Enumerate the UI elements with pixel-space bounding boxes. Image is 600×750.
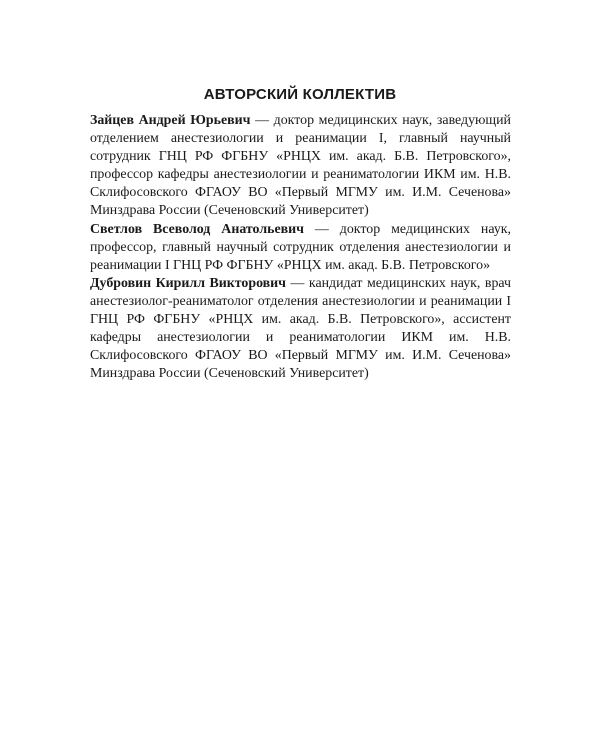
author-description: — кандидат медицинских наук, врач анестезиолог-реаниматолог отделения анестезиологии и реанимации I ГНЦ РФ ФГБНУ «РНЦХ им. акад. Б.В. Петровского», ассистент кафедры анестезиологии и реаниматологии ИКМ им. Н.В. Склифосовского ФГАОУ ВО «Первый МГМУ им. И.М. Сеченова» Минздрава России (Сеченовский Университет) [90,275,511,382]
author-entry [90,275,511,384]
author-name: Дубровин Кирилл Викторович [90,275,287,291]
author-list [90,112,511,383]
author-description: — доктор медицинских наук, профессор, главный научный сотрудник отделения анестезиологии и реанимации I ГНЦ РФ ФГБНУ «РНЦХ им. акад. Б.В. Петровского» [90,221,511,273]
author-entry [90,221,511,275]
author-entry [90,112,511,221]
page-title: АВТОРСКИЙ КОЛЛЕКТИВ [203,86,397,103]
author-name: Светлов Всеволод Анатольевич [90,221,304,237]
author-name: Зайцев Андрей Юрьевич [90,113,251,128]
author-description: — доктор медицинских наук, заведующий отделением анестезиологии и реанимации I, главный научный сотрудник ГНЦ РФ ФГБНУ «РНЦХ им. акад. Б.В. Петровского», профессор кафедры анестезиологии и реаниматологии ИКМ им. Н.В. Склифосовского ФГАОУ ВО «Первый МГМУ им. И.М. Сеченова» Минздрава России (Сеченовский Университет) [90,113,511,219]
